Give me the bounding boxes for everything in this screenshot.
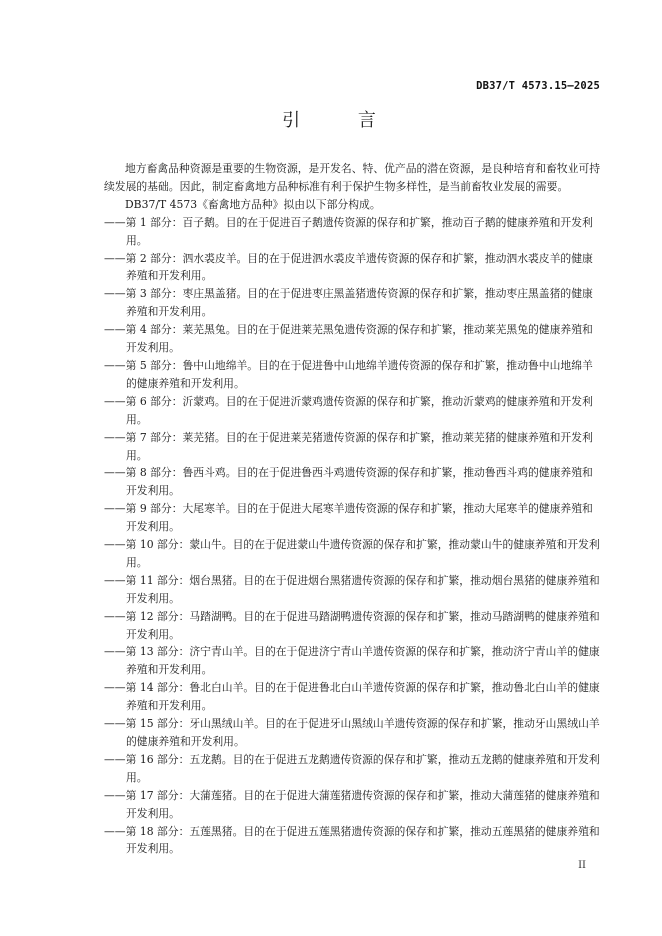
list-item: ——第 14 部分：鲁北白山羊。目的在于促进鲁北白山羊遗传资源的保存和扩繁，推动鲁北白山羊的健康养殖和开发利用。 — [104, 681, 600, 713]
list-item: ——第 1 部分：百子鹅。目的在于促进百子鹅遗传资源的保存和扩繁，推动百子鹅的健康养殖和开发利用。 — [104, 215, 593, 247]
document-body — [104, 160, 601, 858]
page-title: 引 言 — [282, 110, 402, 131]
list-item: ——第 18 部分：五莲黑猪。目的在于促进五莲黑猪遗传资源的保存和扩繁，推动五莲黑猪的健康养殖和开发利用。 — [104, 824, 600, 856]
list-item: ——第 8 部分：鲁西斗鸡。目的在于促进鲁西斗鸡遗传资源的保存和扩繁，推动鲁西斗鸡的健康养殖和开发利用。 — [104, 466, 593, 498]
list-item: ——第 12 部分：马踏湖鸭。目的在于促进马踏湖鸭遗传资源的保存和扩繁，推动马踏湖鸭的健康养殖和开发利用。 — [104, 609, 600, 641]
list-item: ——第 15 部分：牙山黑绒山羊。目的在于促进牙山黑绒山羊遗传资源的保存和扩繁，推动牙山黑绒山羊的健康养殖和开发利用。 — [104, 717, 600, 748]
list-item: ——第 10 部分：蒙山牛。目的在于促进蒙山牛遗传资源的保存和扩繁，推动蒙山牛的健康养殖和开发利用。 — [104, 538, 600, 569]
list-item: ——第 4 部分：莱芜黑兔。目的在于促进莱芜黑兔遗传资源的保存和扩繁，推动莱芜黑兔的健康养殖和开发利用。 — [104, 323, 593, 355]
list-item: ——第 13 部分：济宁青山羊。目的在于促进济宁青山羊遗传资源的保存和扩繁，推动济宁青山羊的健康养殖和开发利用。 — [104, 645, 600, 677]
page-number: II — [578, 860, 586, 871]
list-item: ——第 11 部分：烟台黑猪。目的在于促进烟台黑猪遗传资源的保存和扩繁，推动烟台黑猪的健康养殖和开发利用。 — [104, 573, 600, 605]
list-item: ——第 17 部分：大蒲莲猪。目的在于促进大蒲莲猪遗传资源的保存和扩繁，推动大蒲莲猪的健康养殖和开发利用。 — [104, 788, 600, 820]
standard-code: DB37/T 4573.15—2025 — [476, 80, 600, 92]
list-item: ——第 3 部分：枣庄黑盖猪。目的在于促进枣庄黑盖猪遗传资源的保存和扩繁，推动枣庄黑盖猪的健康养殖和开发利用。 — [104, 287, 593, 319]
intro-lead: DB37/T 4573《畜禽地方品种》拟由以下部分构成。 — [125, 197, 381, 211]
list-item: ——第 5 部分：鲁中山地绵羊。目的在于促进鲁中山地绵羊遗传资源的保存和扩繁，推动鲁中山地绵羊的健康养殖和开发利用。 — [104, 358, 593, 390]
list-item: ——第 2 部分：泗水裘皮羊。目的在于促进泗水裘皮羊遗传资源的保存和扩繁，推动泗水裘皮羊的健康养殖和开发利用。 — [104, 251, 593, 283]
list-item: ——第 9 部分：大尾寒羊。目的在于促进大尾寒羊遗传资源的保存和扩繁，推动大尾寒羊的健康养殖和开发利用。 — [104, 502, 593, 534]
list-item: ——第 7 部分：莱芜猪。目的在于促进莱芜猪遗传资源的保存和扩繁，推动莱芜猪的健康养殖和开发利用。 — [104, 430, 593, 462]
list-item: ——第 16 部分：五龙鹅。目的在于促进五龙鹅遗传资源的保存和扩繁，推动五龙鹅的健康养殖和开发利用。 — [104, 752, 600, 784]
list-item: ——第 6 部分：沂蒙鸡。目的在于促进沂蒙鸡遗传资源的保存和扩繁，推动沂蒙鸡的健康养殖和开发利用。 — [104, 394, 593, 426]
intro-paragraph: 地方畜禽品种资源是重要的生物资源，是开发名、特、优产品的潜在资源，是良种培育和畜牧业可持续发展的基础。因此，制定畜禽地方品种标准有利于保护生物多样性，是当前畜牧业发展的需要。 — [104, 162, 601, 193]
